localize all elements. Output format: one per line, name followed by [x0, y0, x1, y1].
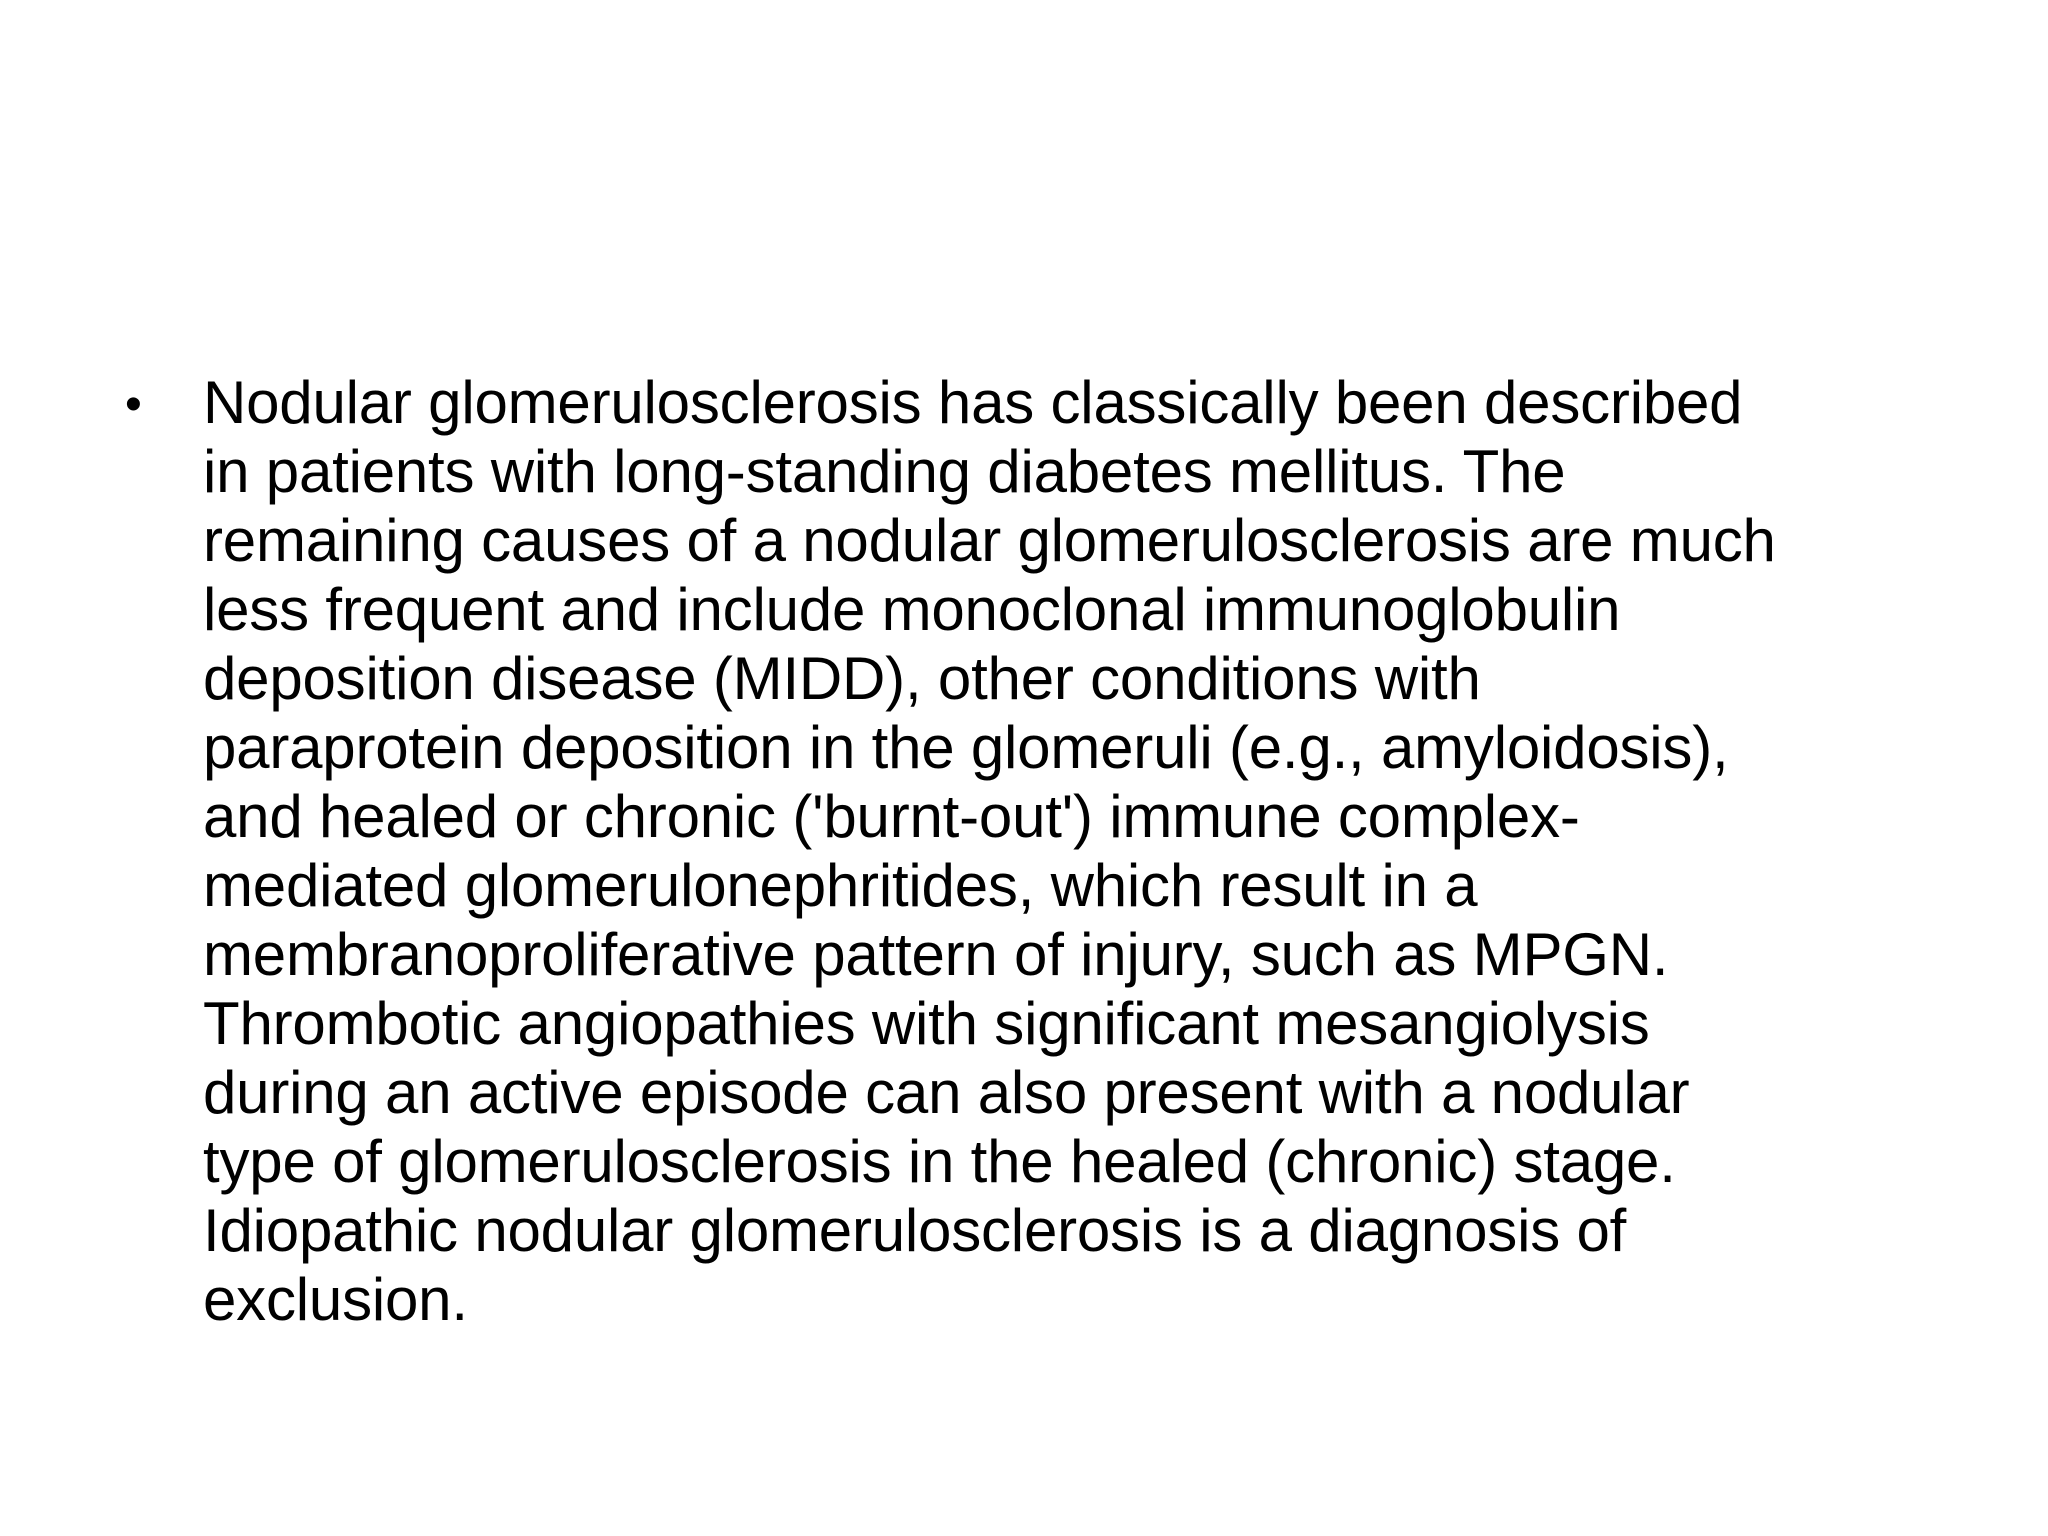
bullet-list	[125, 368, 1955, 1334]
bullet-text: Nodular glomerulosclerosis has classically been described in patients with long-standing diabetes mellitus. The remaining causes of a nodular glomerulosclerosis are much less frequent and include monoclonal immunoglobulin deposition disease (MIDD), other conditions with paraprotein deposition in the glomeruli (e.g., amyloidosis), and healed or chronic ('burnt-out') immune complex- mediated glomerulonephritides, which result in a membranoproliferative pattern of injury, such as MPGN. Thrombotic angiopathies with significant mesangiolysis during an active episode can also present with a nodular type of glomerulosclerosis in the healed (chronic) stage. Idiopathic nodular glomerulosclerosis is a diagnosis of exclusion.	[203, 369, 1776, 1333]
bullet-item	[125, 368, 1955, 1334]
bullet-marker: •	[125, 378, 142, 431]
